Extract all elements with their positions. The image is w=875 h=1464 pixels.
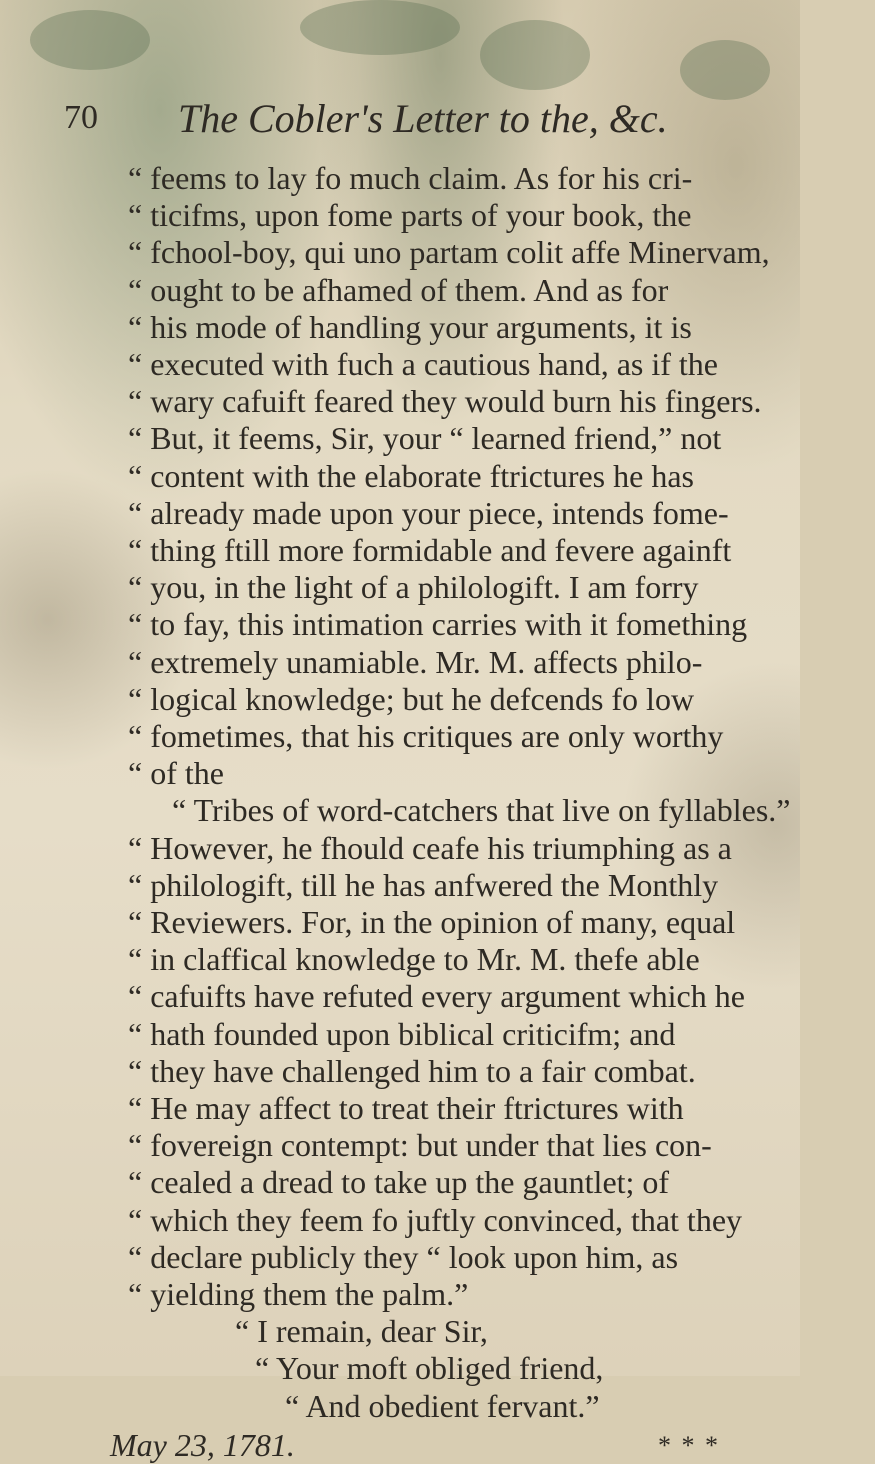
text-line: “ logical knowledge; but he defcends fo low xyxy=(128,680,695,717)
text-line: “ which they feem fo juftly convinced, that they xyxy=(128,1201,743,1238)
text-line: “ content with the elaborate ftrictures he has xyxy=(128,457,694,494)
text-line: “ cealed a dread to take up the gauntlet; of xyxy=(128,1164,670,1201)
text-line: “ in claffical knowledge to Mr. M. thefe able xyxy=(128,941,700,978)
text-line: “ But, it feems, Sir, your “ learned friend,” not xyxy=(128,420,722,457)
text-line: “ hath founded upon biblical criticifm; and xyxy=(128,1015,676,1052)
foxing-stain xyxy=(30,10,150,70)
text-line: “ of the xyxy=(128,755,224,792)
verse-quotation: “ Tribes of word-catchers that live on fyllables.” xyxy=(172,792,791,829)
text-line: “ wary cafuift feared they would burn his fingers. xyxy=(128,383,762,420)
text-line: “ ticifms, upon fome parts of your book, the xyxy=(128,197,692,234)
text-line: “ thing ftill more formidable and fevere againft xyxy=(128,532,732,568)
closing-line: “ And obedient fervant.” xyxy=(285,1387,600,1424)
text-line: “ declare publicly they “ look upon him, as xyxy=(128,1238,679,1275)
text-line: “ they have challenged him to a fair combat. xyxy=(128,1052,696,1089)
text-line: “ fometimes, that his critiques are only worthy xyxy=(128,718,724,754)
text-line: “ to fay, this intimation carries with it fomething xyxy=(128,606,748,643)
text-line: “ ought to be afhamed of them. And as for xyxy=(128,271,669,308)
text-line: “ However, he fhould ceafe his triumphing as a xyxy=(128,829,732,866)
running-header xyxy=(64,95,684,145)
text-line: “ already made upon your piece, intends fome- xyxy=(128,494,729,531)
text-line: “ He may affect to treat their ftrictures with xyxy=(128,1090,684,1126)
foxing-stain xyxy=(480,20,590,90)
foxing-stain xyxy=(300,0,460,55)
date-line: May 23, 1781. xyxy=(110,1426,295,1463)
text-line: “ you, in the light of a philologift. I am forry xyxy=(128,569,699,606)
text-line: “ extremely unamiable. Mr. M. affects philo- xyxy=(128,643,703,680)
text-line: “ yielding them the palm.” xyxy=(128,1276,469,1312)
text-line: “ fchool-boy, qui uno partam colit affe Minervam, xyxy=(128,234,770,271)
text-line: “ philologift, till he has anfwered the Monthly xyxy=(128,866,719,903)
closing-line: “ Your moft obliged friend, xyxy=(255,1350,604,1387)
text-line: “ his mode of handling your arguments, it is xyxy=(128,308,692,345)
text-line: “ cafuifts have refuted every argument which he xyxy=(128,978,745,1015)
running-title: The Cobler's Letter to the, &c. xyxy=(178,96,668,141)
text-line: “ fovereign contempt: but under that lies con- xyxy=(128,1127,712,1164)
text-line: “ Reviewers. For, in the opinion of many, equal xyxy=(128,904,736,940)
page-number: 70 xyxy=(64,99,98,136)
closing-line: “ I remain, dear Sir, xyxy=(235,1313,488,1350)
text-line: “ feems to lay fo much claim. As for his cri- xyxy=(128,160,693,196)
text-line: “ executed with fuch a cautious hand, as if the xyxy=(128,346,718,382)
foxing-stain xyxy=(680,40,770,100)
signature-asterisks: * * * xyxy=(658,1430,720,1460)
